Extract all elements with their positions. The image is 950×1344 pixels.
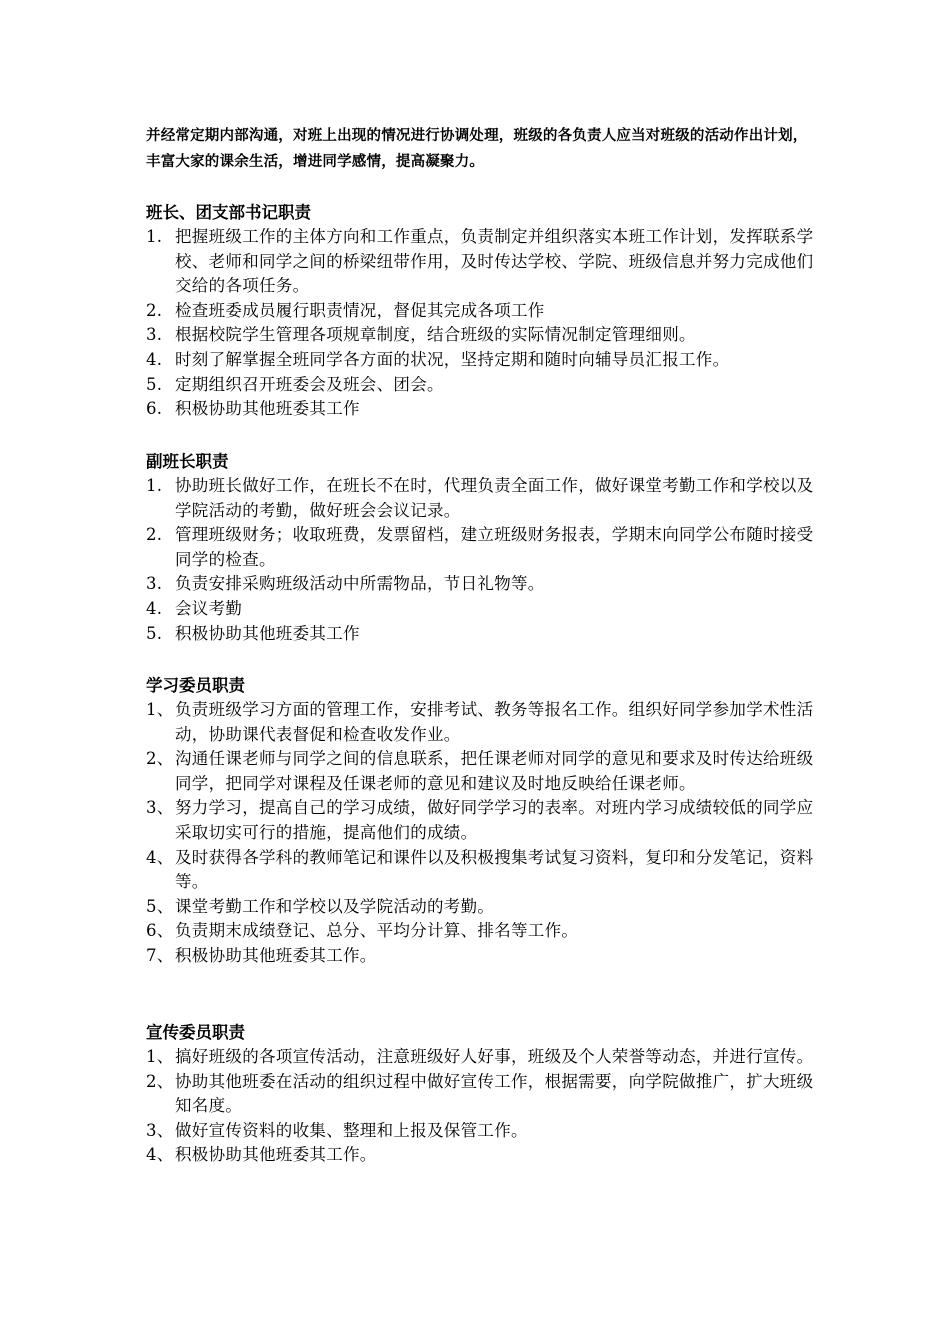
duty-list <box>146 1045 818 1168</box>
list-item <box>146 1070 818 1119</box>
item-text: 把握班级工作的主体方向和工作重点，负责制定并组织落实本班工作计划，发挥联系学校、老师和同学之间的桥梁纽带作用，及时传达学校、学院、班级信息并努力完成他们交给的各项任务。 <box>175 227 814 296</box>
item-number: 2. <box>146 525 163 545</box>
section-heading: 学习委员职责 <box>146 676 245 695</box>
item-number: 2、 <box>146 749 174 769</box>
list-item <box>146 747 818 796</box>
item-number: 5. <box>146 623 163 643</box>
item-number: 4. <box>146 349 163 369</box>
section-study-committee <box>146 673 818 969</box>
duty-list <box>146 225 818 422</box>
item-text: 会议考勤 <box>175 598 243 618</box>
item-number: 4. <box>146 598 163 618</box>
item-number: 1、 <box>146 1047 174 1066</box>
section-heading: 班长、团支部书记职责 <box>146 203 311 222</box>
list-item <box>146 225 818 299</box>
section-vice-monitor <box>146 449 818 646</box>
list-item <box>146 373 818 398</box>
item-number: 3. <box>146 574 163 594</box>
duty-list <box>146 698 818 969</box>
list-item <box>146 572 818 597</box>
item-text: 负责期末成绩登记、总分、平均分计算、排名等工作。 <box>175 921 579 941</box>
item-text: 积极协助其他班委其工作 <box>175 399 360 419</box>
item-text: 根据校院学生管理各项规章制度，结合班级的实际情况制定管理细则。 <box>175 325 696 345</box>
item-text: 积极协助其他班委其工作。 <box>175 1145 377 1165</box>
item-number: 5. <box>146 374 163 394</box>
item-text: 及时获得各学科的教师笔记和课件以及积极搜集考试复习资料，复印和分发笔记，资料等。 <box>175 847 814 892</box>
section-heading: 副班长职责 <box>146 452 229 471</box>
item-number: 5、 <box>146 896 174 916</box>
list-item <box>146 1119 818 1144</box>
item-number: 3、 <box>146 798 174 818</box>
list-item <box>146 299 818 324</box>
item-text: 协助其他班委在活动的组织过程中做好宣传工作，根据需要，向学院做推广，扩大班级知名度。 <box>175 1071 814 1116</box>
item-number: 4、 <box>146 847 174 867</box>
item-text: 检查班委成员履行职责情况，督促其完成各项工作 <box>175 300 545 320</box>
item-number: 1、 <box>146 700 174 719</box>
item-number: 1. <box>146 227 163 246</box>
list-item <box>146 622 818 647</box>
item-number: 1. <box>146 476 163 495</box>
item-text: 定期组织召开班委会及班会、团会。 <box>175 374 444 394</box>
list-item <box>146 397 818 422</box>
item-number: 2、 <box>146 1071 174 1091</box>
list-item <box>146 698 818 747</box>
item-number: 6. <box>146 399 163 419</box>
item-text: 积极协助其他班委其工作 <box>175 623 360 643</box>
item-number: 4、 <box>146 1145 174 1165</box>
list-item <box>146 895 818 920</box>
list-item <box>146 846 818 895</box>
list-item <box>146 597 818 622</box>
item-number: 7、 <box>146 945 174 965</box>
section-publicity-committee <box>146 1020 818 1168</box>
list-item <box>146 919 818 944</box>
list-item <box>146 523 818 572</box>
item-text: 努力学习，提高自己的学习成绩，做好同学学习的表率。对班内学习成绩较低的同学应采取切实可行的措施，提高他们的成绩。 <box>175 798 814 842</box>
list-item <box>146 796 818 845</box>
item-number: 3. <box>146 325 163 345</box>
item-text: 管理班级财务；收取班费，发票留档，建立班级财务报表，学期末向同学公布随时接受同学的检查。 <box>175 525 814 569</box>
section-heading: 宣传委员职责 <box>146 1023 245 1042</box>
item-text: 课堂考勤工作和学校以及学院活动的考勤。 <box>175 896 495 916</box>
item-text: 沟通任课老师与同学之间的信息联系，把任课老师对同学的意见和要求及时传达给班级同学，把同学对课程及任课老师的意见和建议及时地反映给任课老师。 <box>175 749 814 793</box>
item-number: 2. <box>146 300 163 320</box>
item-text: 做好宣传资料的收集、整理和上报及保管工作。 <box>175 1120 528 1140</box>
item-text: 负责安排采购班级活动中所需物品，节日礼物等。 <box>175 574 545 594</box>
list-item <box>146 348 818 373</box>
item-number: 6、 <box>146 921 174 941</box>
item-text: 时刻了解掌握全班同学各方面的状况，坚持定期和随时向辅导员汇报工作。 <box>175 349 730 369</box>
list-item <box>146 323 818 348</box>
list-item <box>146 1045 818 1070</box>
item-text: 协助班长做好工作，在班长不在时，代理负责全面工作，做好课堂考勤工作和学校以及学院活动的考勤，做好班会会议记录。 <box>175 476 814 520</box>
list-item <box>146 1143 818 1168</box>
intro-paragraph: 并经常定期内部沟通，对班上出现的情况进行协调处理，班级的各负责人应当对班级的活动作出计划，丰富大家的课余生活，增进同学感情，提高凝聚力。 <box>146 128 808 170</box>
item-number: 3、 <box>146 1120 174 1140</box>
item-text: 负责班级学习方面的管理工作，安排考试、教务等报名工作。组织好同学参加学术性活动，协助课代表督促和检查收发作业。 <box>175 700 814 744</box>
duty-list <box>146 474 818 646</box>
list-item <box>146 474 818 523</box>
item-text: 搞好班级的各项宣传活动，注意班级好人好事，班级及个人荣誉等动态，并进行宣传。 <box>175 1047 814 1066</box>
section-class-monitor <box>146 200 818 422</box>
list-item <box>146 944 818 969</box>
item-text: 积极协助其他班委其工作。 <box>175 945 377 965</box>
